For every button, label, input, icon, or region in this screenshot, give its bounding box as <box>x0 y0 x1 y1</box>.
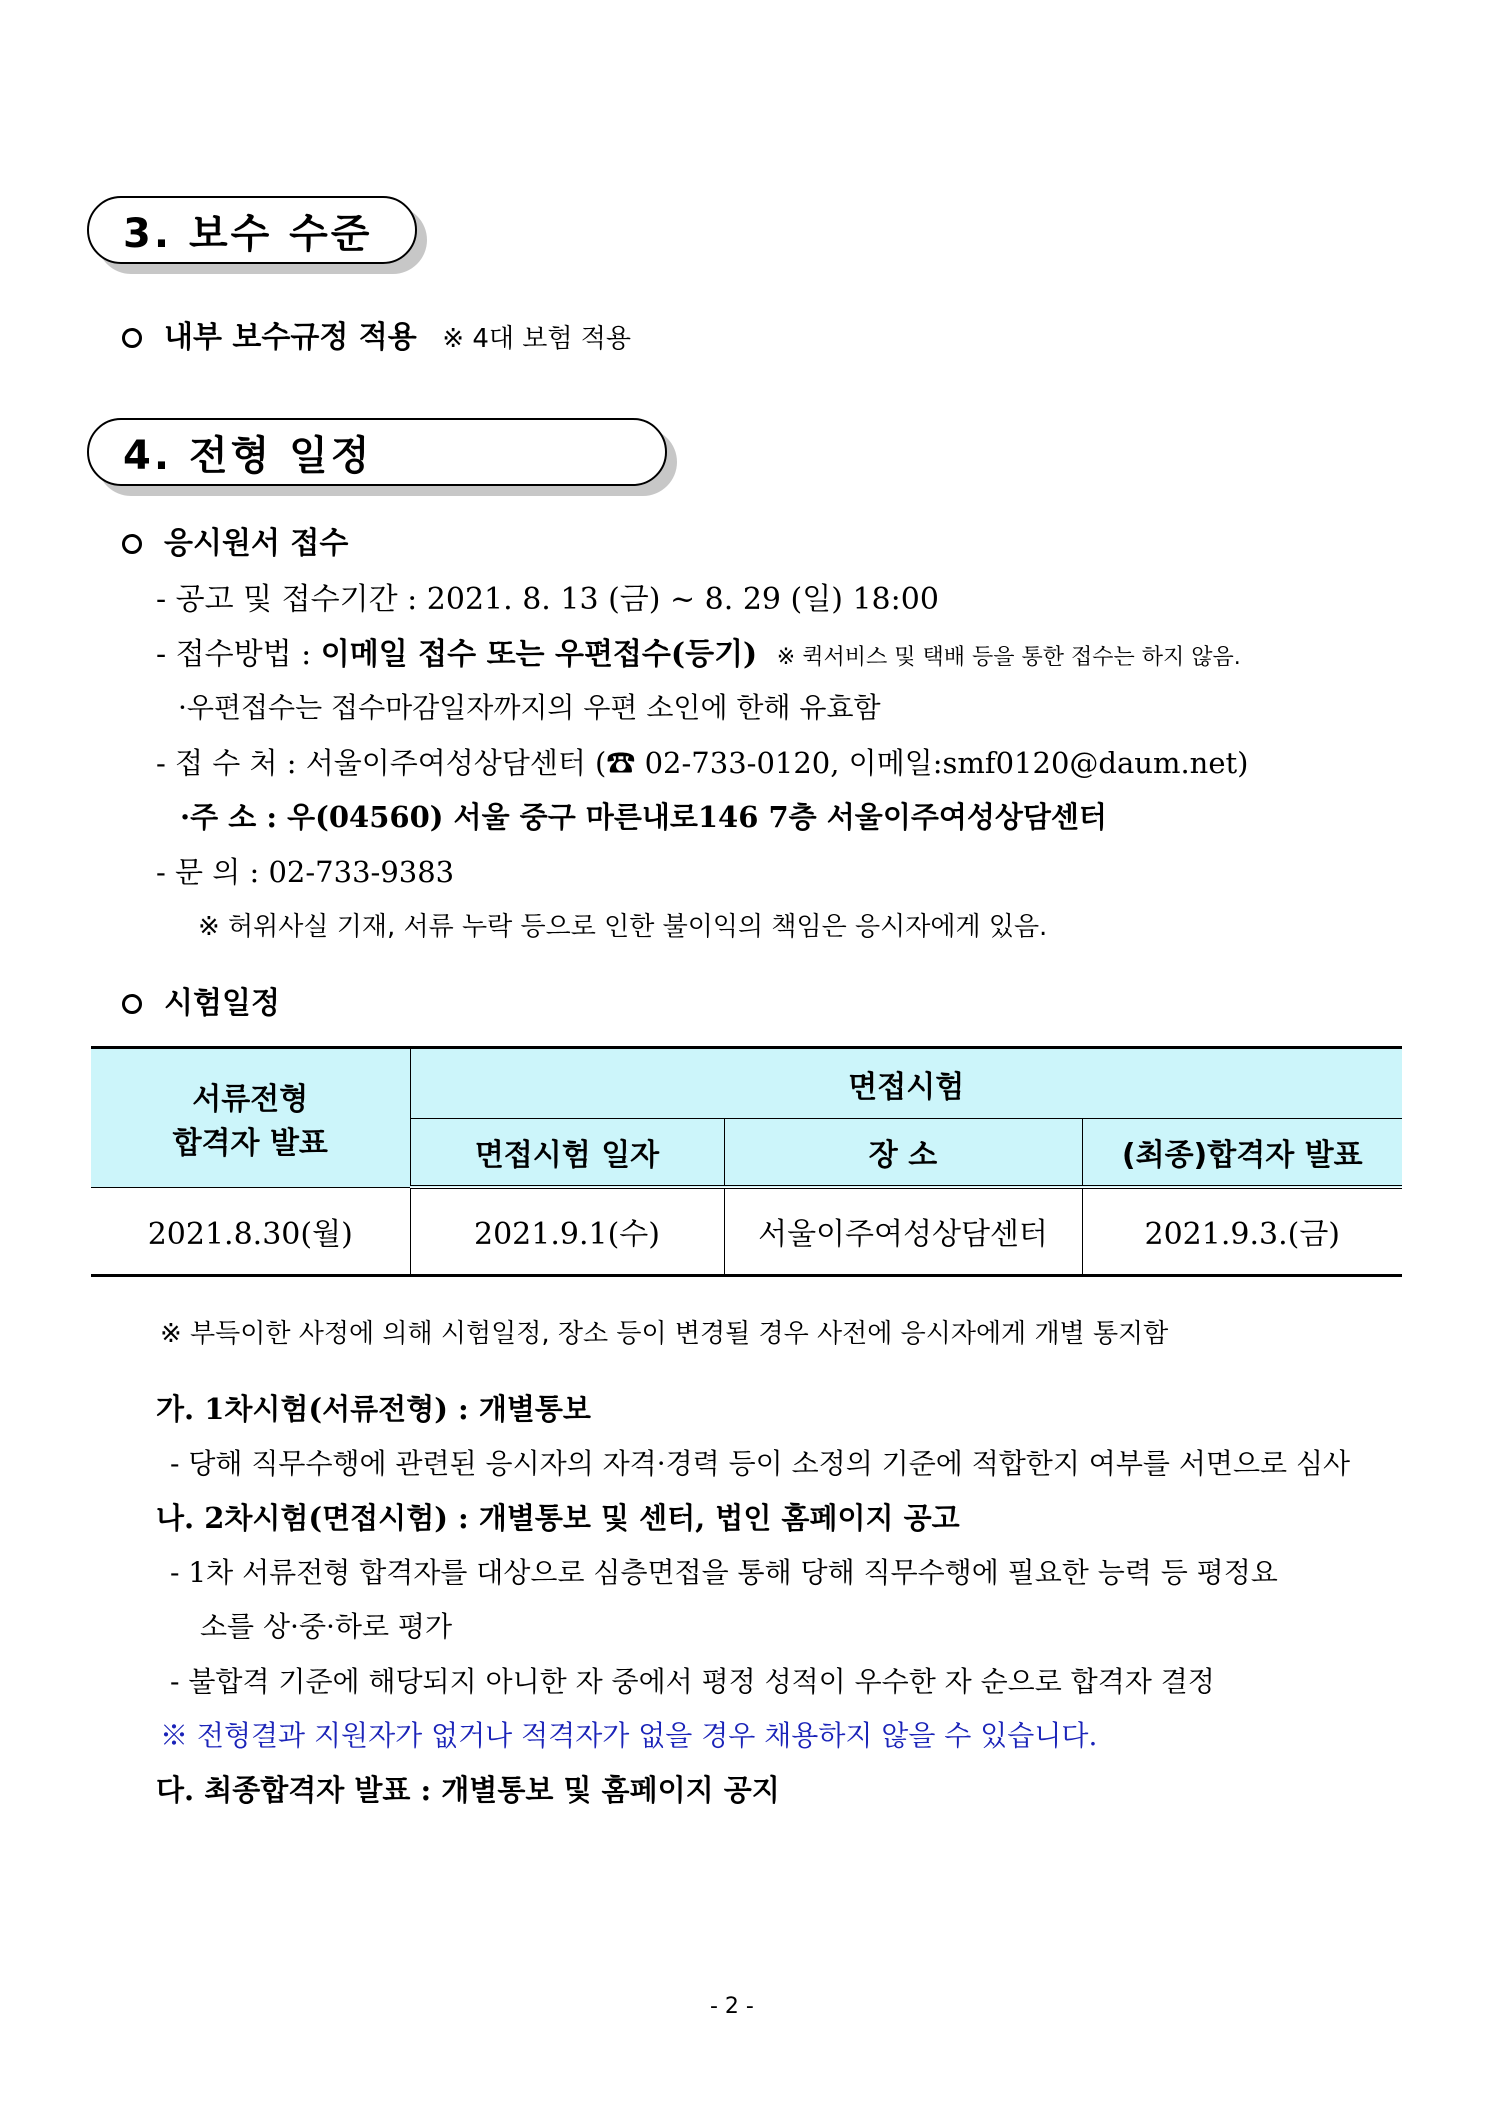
section-4-title: 4. 전형 일정 <box>87 418 667 486</box>
application-method-note: ※ 퀵서비스 및 택배 등을 통한 접수는 하지 않음. <box>776 645 1241 670</box>
schedule-heading <box>122 978 280 1022</box>
section-3-header <box>87 196 417 264</box>
application-heading <box>122 518 348 562</box>
stage-ga-desc: - 당해 직무수행에 관련된 응시자의 자격·경력 등이 소정의 기준에 적합한지 여부를 서면으로 심사 <box>170 1447 1351 1480</box>
circle-bullet-icon <box>122 534 142 554</box>
application-address: ·주 소 : 우(04560) 서울 중구 마른내로146 7층 서울이주여성상담센터 <box>180 800 1107 834</box>
interview-date: 2021.9.1(수) <box>410 1187 724 1275</box>
stage-da-title: 다. 최종합격자 발표 : 개별통보 및 홈페이지 공지 <box>156 1773 780 1807</box>
stage-na-desc1-line2: 소를 상·중·하로 평가 <box>200 1610 452 1643</box>
application-inquiry: - 문 의 : 02-733-9383 <box>156 855 455 889</box>
section-3-item <box>122 312 631 356</box>
exam-schedule-table <box>91 1046 1402 1277</box>
doc-result-date: 2021.8.30(월) <box>91 1187 410 1275</box>
insurance-note: ※ 4대 보험 적용 <box>442 324 631 354</box>
doc-result-header <box>91 1048 410 1188</box>
application-period: - 공고 및 접수기간 : 2021. 8. 13 (금) ~ 8. 29 (일) 18:00 <box>156 582 939 617</box>
doc-result-header-line2: 합격자 발표 <box>172 1125 328 1161</box>
place-header: 장 소 <box>724 1119 1082 1188</box>
application-method <box>156 629 1241 673</box>
section-3-title: 3. 보수 수준 <box>87 196 417 264</box>
stage-na-notice: ※ 전형결과 지원자가 없거나 적격자가 없을 경우 채용하지 않을 수 있습니다. <box>160 1719 1098 1752</box>
interview-date-header: 면접시험 일자 <box>410 1119 724 1188</box>
doc-result-header-line1: 서류전형 <box>192 1081 309 1117</box>
circle-bullet-icon <box>122 328 142 348</box>
interview-place: 서울이주여성상담센터 <box>724 1187 1082 1275</box>
application-heading-text: 응시원서 접수 <box>164 526 349 561</box>
application-method-prefix: - 접수방법 : <box>156 637 321 672</box>
stage-na-title: 나. 2차시험(면접시험) : 개별통보 및 센터, 법인 홈페이지 공고 <box>156 1501 960 1535</box>
stage-ga-title: 가. 1차시험(서류전형) : 개별통보 <box>156 1392 591 1426</box>
schedule-change-note: ※ 부득이한 사정에 의해 시험일정, 장소 등이 변경될 경우 사전에 응시자에게 개별 통지함 <box>160 1319 1169 1349</box>
final-result-date: 2021.9.3.(금) <box>1082 1187 1402 1275</box>
application-method-bold: 이메일 접수 또는 우편접수(등기) <box>320 637 758 672</box>
postal-note: ·우편접수는 접수마감일자까지의 우편 소인에 한해 유효함 <box>178 691 881 724</box>
application-office: - 접 수 처 : 서울이주여성상담센터 (☎ 02-733-0120, 이메일:smf0120@daum.net) <box>156 746 1249 780</box>
interview-group-header: 면접시험 <box>410 1048 1402 1119</box>
page-number: - 2 - <box>710 1994 754 2019</box>
stage-na-desc2: - 불합격 기준에 해당되지 아니한 자 중에서 평정 성적이 우수한 자 순으로 합격자 결정 <box>170 1665 1215 1698</box>
schedule-heading-text: 시험일정 <box>164 986 280 1021</box>
pay-rule-text: 내부 보수규정 적용 <box>164 320 417 355</box>
stage-na-desc1-line1: - 1차 서류전형 합격자를 대상으로 심층면접을 통해 당해 직무수행에 필요한 능력 등 평정요 <box>170 1556 1278 1589</box>
final-result-header: (최종)합격자 발표 <box>1082 1119 1402 1188</box>
section-4-header <box>87 418 667 486</box>
circle-bullet-icon <box>122 994 142 1014</box>
false-info-warning: ※ 허위사실 기재, 서류 누락 등으로 인한 불이익의 책임은 응시자에게 있음. <box>198 912 1048 942</box>
